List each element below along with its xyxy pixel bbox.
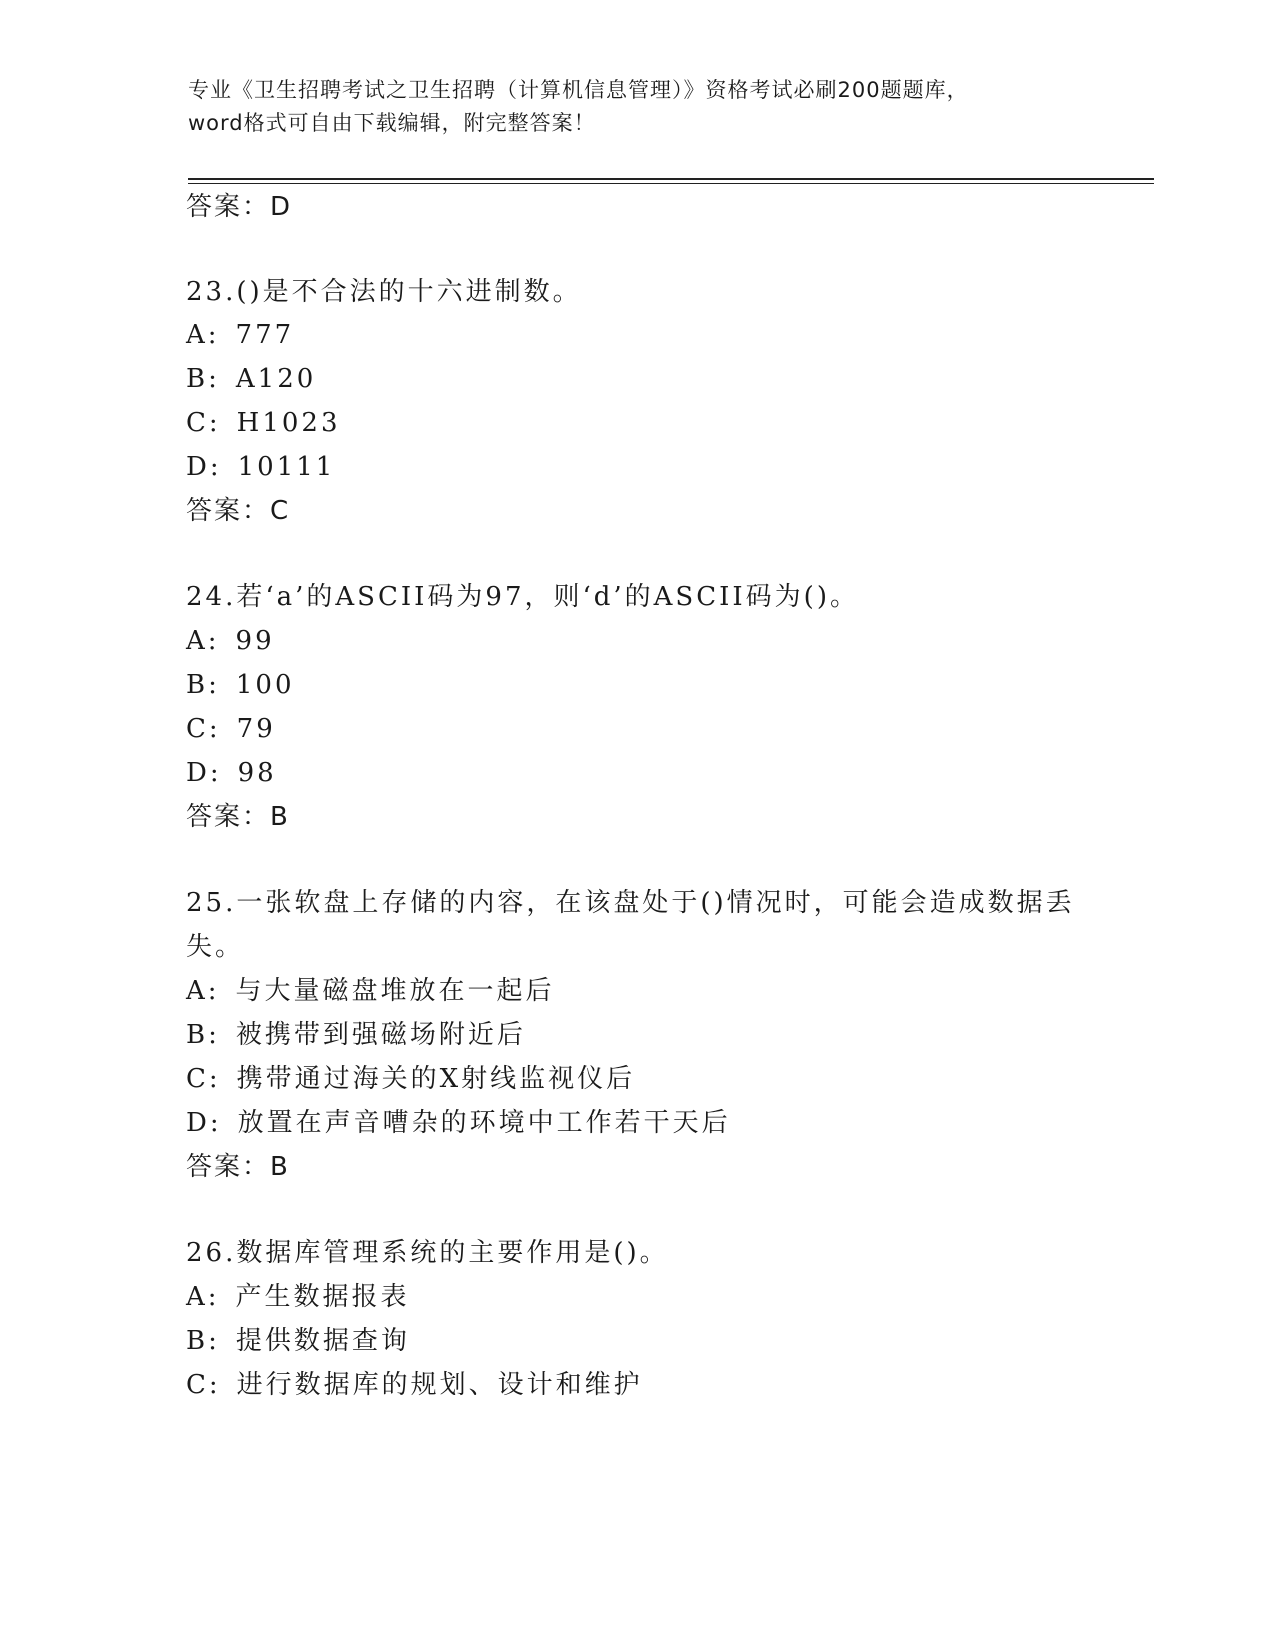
option-text: 被携带到强磁场附近后 bbox=[235, 1020, 526, 1050]
question-24-answer: 答案：B bbox=[186, 802, 290, 832]
question-23-option-d bbox=[186, 450, 335, 484]
option-label: C: bbox=[186, 714, 221, 744]
option-label: A: bbox=[186, 1282, 220, 1312]
option-text: 进行数据库的规划、设计和维护 bbox=[236, 1370, 643, 1400]
question-25-option-c bbox=[186, 1062, 635, 1096]
option-text: 99 bbox=[235, 626, 275, 656]
question-23-option-a bbox=[186, 318, 294, 352]
option-label: B: bbox=[186, 670, 220, 700]
question-24-option-c bbox=[186, 712, 276, 746]
option-text: A120 bbox=[235, 364, 317, 394]
option-label: D: bbox=[186, 1108, 222, 1138]
question-24-option-d bbox=[186, 756, 277, 790]
option-label: B: bbox=[186, 364, 220, 394]
question-23-option-b bbox=[186, 362, 316, 396]
question-23-answer: 答案：C bbox=[186, 496, 291, 526]
option-text: 提供数据查询 bbox=[235, 1326, 410, 1356]
option-label: B: bbox=[186, 1020, 220, 1050]
question-24-option-b bbox=[186, 668, 295, 702]
question-24-stem: 24.若‘a’的ASCII码为97，则‘d’的ASCII码为()。 bbox=[186, 582, 859, 612]
question-25-answer: 答案：B bbox=[186, 1152, 290, 1182]
option-text: 携带通过海关的X射线监视仪后 bbox=[236, 1064, 636, 1094]
question-25-option-b bbox=[186, 1018, 526, 1052]
option-text: H1023 bbox=[236, 408, 341, 438]
header-divider-thin bbox=[188, 183, 1154, 184]
question-23-option-c bbox=[186, 406, 341, 440]
option-label: C: bbox=[186, 1370, 221, 1400]
option-label: A: bbox=[186, 976, 220, 1006]
option-label: C: bbox=[186, 408, 221, 438]
question-24-option-a bbox=[186, 624, 275, 658]
header-line-2: word格式可自由下载编辑，附完整答案！ bbox=[188, 111, 596, 135]
header-divider-thick bbox=[188, 178, 1154, 180]
option-text: 10111 bbox=[237, 452, 336, 482]
question-26-option-c bbox=[186, 1368, 643, 1402]
question-25-stem-line-1: 25.一张软盘上存储的内容，在该盘处于()情况时，可能会造成数据丢 bbox=[186, 888, 1075, 918]
question-26-option-a bbox=[186, 1280, 410, 1314]
option-text: 79 bbox=[236, 714, 276, 744]
question-25-option-d bbox=[186, 1106, 731, 1140]
question-26-stem: 26.数据库管理系统的主要作用是()。 bbox=[186, 1238, 669, 1268]
question-25-option-a bbox=[186, 974, 555, 1008]
question-23-stem: 23.()是不合法的十六进制数。 bbox=[186, 277, 582, 307]
option-label: A: bbox=[186, 320, 220, 350]
option-text: 98 bbox=[237, 758, 277, 788]
option-label: A: bbox=[186, 626, 220, 656]
option-label: B: bbox=[186, 1326, 220, 1356]
option-label: D: bbox=[186, 452, 222, 482]
document-header bbox=[188, 74, 1088, 140]
option-text: 产生数据报表 bbox=[235, 1282, 410, 1312]
option-text: 100 bbox=[235, 670, 295, 700]
previous-answer: 答案：D bbox=[186, 192, 293, 222]
option-label: C: bbox=[186, 1064, 221, 1094]
question-26-option-b bbox=[186, 1324, 410, 1358]
question-25-stem-line-2: 失。 bbox=[186, 932, 245, 962]
option-text: 777 bbox=[235, 320, 295, 350]
option-text: 放置在声音嘈杂的环境中工作若干天后 bbox=[237, 1108, 731, 1138]
option-label: D: bbox=[186, 758, 222, 788]
option-text: 与大量磁盘堆放在一起后 bbox=[235, 976, 555, 1006]
header-line-1: 专业《卫生招聘考试之卫生招聘（计算机信息管理）》资格考试必刷200题题库， bbox=[188, 78, 969, 102]
